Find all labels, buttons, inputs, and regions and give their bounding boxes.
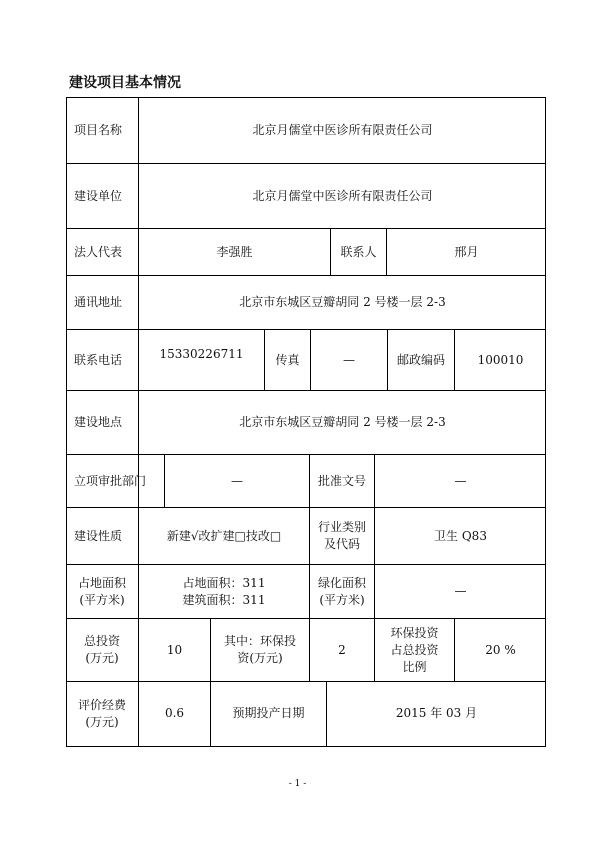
address-label: 通讯地址	[74, 295, 123, 309]
eval-cost-label-line2: (万元)	[85, 714, 119, 729]
project-info-form	[66, 97, 546, 747]
env-investment-label	[211, 619, 309, 681]
nature-value: 新建√改扩建□技改□	[166, 528, 282, 543]
industry-label-line1: 行业类别	[317, 520, 366, 534]
contact-label: 联系人	[340, 244, 377, 259]
eval-cost-label-line1: 评价经费	[77, 697, 126, 712]
total-investment-label-line1: 总投资	[83, 634, 120, 648]
industry-label	[310, 508, 374, 564]
nature-label: 建设性质	[74, 528, 123, 543]
eval-cost-label	[66, 682, 138, 745]
total-investment-label	[66, 619, 138, 681]
contact-value: 邢月	[454, 244, 479, 259]
page-heading: 建设项目基本情况	[69, 75, 181, 91]
industry-label-line2: 及代码	[323, 537, 360, 551]
construction-unit-value: 北京月儒堂中医诊所有限责任公司	[252, 188, 433, 203]
industry-value: 卫生 Q83	[434, 528, 487, 543]
building-area-value: 建筑面积：311	[182, 592, 266, 607]
green-area-value: —	[454, 584, 467, 598]
approval-doc-value: —	[454, 473, 467, 488]
green-area-label-line1: 绿化面积	[317, 575, 366, 590]
green-area-label	[310, 565, 374, 618]
site-value: 北京市东城区豆瓣胡同 2 号楼一层 2-3	[239, 415, 446, 429]
construction-unit-label: 建设单位	[74, 188, 123, 203]
page-number: - 1 -	[288, 779, 307, 789]
phone-value: 15330226711	[159, 346, 244, 361]
area-value	[139, 565, 309, 618]
env-ratio-value: 20 %	[485, 642, 516, 657]
project-name-label: 项目名称	[74, 122, 123, 137]
address-value: 北京市东城区豆瓣胡同 2 号楼一层 2-3	[239, 295, 446, 309]
env-investment-label-line2: 资(万元)	[237, 651, 283, 665]
env-investment-label-line1: 其中：环保投	[223, 634, 296, 648]
area-label	[66, 565, 138, 618]
env-ratio-label	[375, 619, 454, 681]
green-area-label-line2: (平方米)	[319, 592, 365, 607]
fax-value: —	[343, 352, 355, 367]
fax-label: 传真	[275, 352, 300, 367]
env-ratio-label-line1: 环保投资	[390, 625, 439, 640]
legal-rep-value: 李强胜	[216, 244, 253, 259]
legal-rep-label: 法人代表	[74, 244, 123, 259]
phone-label: 联系电话	[74, 352, 123, 367]
area-label-line1: 占地面积	[77, 575, 126, 590]
eval-cost-value: 0.6	[164, 706, 185, 720]
approval-doc-label: 批准文号	[317, 473, 366, 488]
production-date-label: 预期投产日期	[232, 706, 305, 720]
production-date-value: 2015 年 03 月	[395, 706, 478, 720]
env-ratio-label-line2: 占总投资	[390, 642, 439, 657]
total-investment-value: 10	[166, 642, 183, 657]
total-investment-label-line2: (万元)	[85, 651, 119, 665]
approval-dept-value: —	[231, 473, 243, 488]
project-name-value: 北京月儒堂中医诊所有限责任公司	[252, 122, 433, 137]
site-label: 建设地点	[74, 415, 123, 429]
env-ratio-label-line3: 比例	[402, 659, 427, 674]
area-label-line2: (平方米)	[79, 592, 125, 607]
postcode-value: 100010	[477, 352, 524, 367]
approval-dept-label: 立项审批部门	[74, 473, 147, 488]
land-area-value: 占地面积：311	[182, 575, 266, 590]
env-investment-value: 2	[338, 642, 346, 657]
postcode-label: 邮政编码	[396, 352, 445, 367]
